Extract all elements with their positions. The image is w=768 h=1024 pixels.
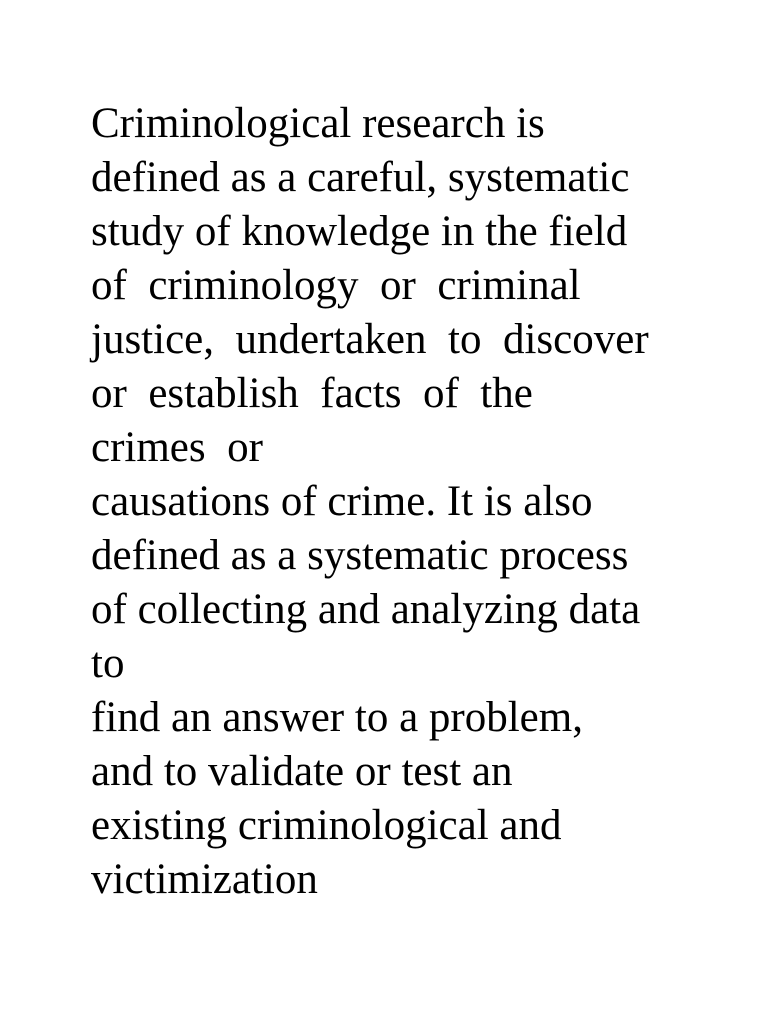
text-line-4: of criminology or criminal bbox=[91, 262, 581, 309]
text-line-1: Criminological research is bbox=[91, 100, 545, 147]
text-line-7: crimes or bbox=[91, 424, 263, 471]
text-line-9: defined as a systematic process bbox=[91, 532, 629, 579]
text-line-2: defined as a careful, systematic bbox=[91, 154, 630, 201]
text-line-11: to bbox=[91, 640, 125, 687]
text-line-10: of collecting and analyzing data bbox=[91, 586, 641, 633]
text-line-12: find an answer to a problem, bbox=[91, 694, 583, 741]
text-line-15: victimization bbox=[91, 856, 318, 903]
text-line-3: study of knowledge in the field bbox=[91, 208, 628, 255]
body-text bbox=[91, 97, 731, 907]
text-line-14: existing criminological and bbox=[91, 802, 562, 849]
text-line-8: causations of crime. It is also bbox=[91, 478, 593, 525]
text-line-5: justice, undertaken to discover bbox=[91, 316, 649, 363]
text-line-6: or establish facts of the bbox=[91, 370, 533, 417]
text-line-13: and to validate or test an bbox=[91, 748, 513, 795]
